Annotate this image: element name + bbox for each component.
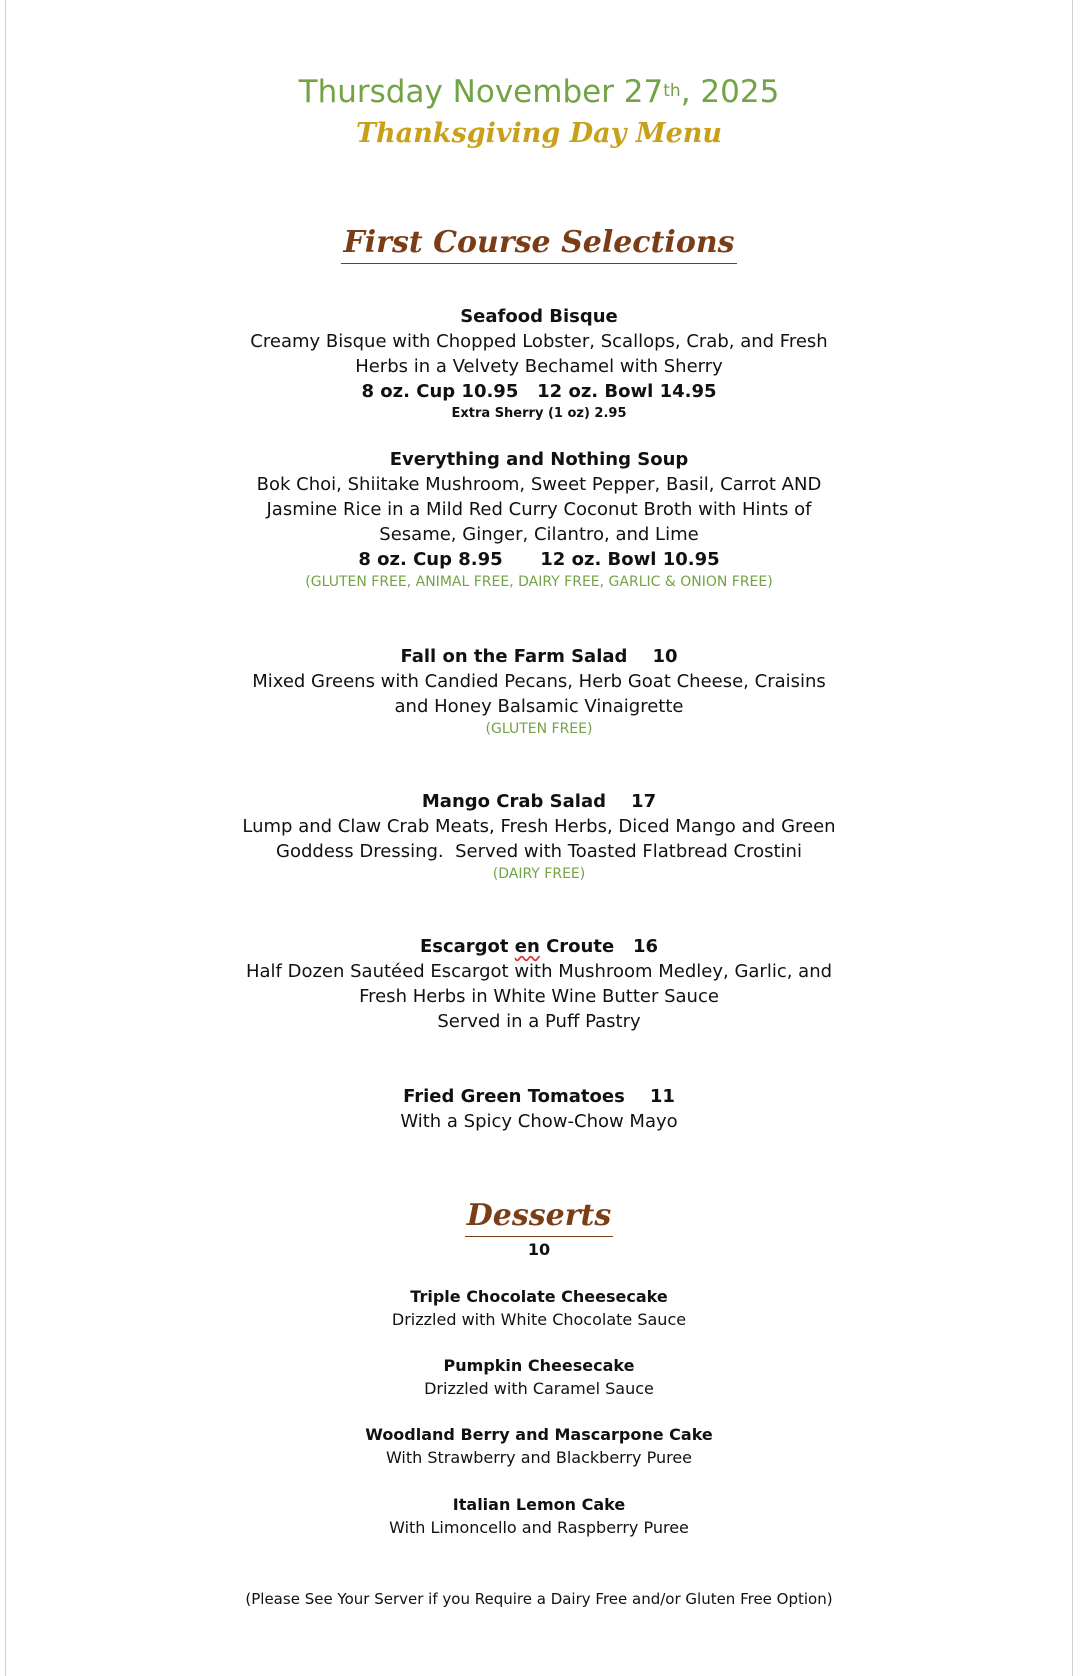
menu-item-everything-nothing-soup — [6, 447, 1072, 592]
date-year: , 2025 — [680, 74, 780, 110]
dessert-item — [6, 1354, 1072, 1400]
dietary-note: (GLUTEN FREE, ANIMAL FREE, DAIRY FREE, GARLIC & ONION FREE) — [305, 574, 773, 590]
item-description-line: Goddess Dressing. Served with Toasted Flatbread Crostini — [276, 841, 802, 862]
item-description-line: Creamy Bisque with Chopped Lobster, Scallops, Crab, and Fresh — [250, 331, 828, 352]
menu-item-fall-farm-salad — [6, 644, 1072, 739]
item-description-line: Served in a Puff Pastry — [437, 1011, 641, 1032]
dietary-note: (GLUTEN FREE) — [485, 721, 593, 737]
footer-note: (Please See Your Server if you Require a Dairy Free and/or Gluten Free Option) — [245, 1590, 833, 1608]
item-price: 8 oz. Cup 10.95 12 oz. Bowl 14.95 — [361, 381, 717, 402]
desserts-price: 10 — [527, 1240, 551, 1259]
desserts-heading: Desserts — [6, 1198, 1072, 1237]
dessert-name: Triple Chocolate Cheesecake — [410, 1287, 668, 1306]
item-description-line: Mixed Greens with Candied Pecans, Herb Goat Cheese, Craisins — [252, 671, 826, 692]
dessert-name: Pumpkin Cheesecake — [443, 1356, 635, 1375]
dessert-description: Drizzled with White Chocolate Sauce — [391, 1310, 687, 1329]
menu-item-fried-green-tomatoes — [6, 1084, 1072, 1134]
item-name: Fried Green Tomatoes 11 — [403, 1086, 675, 1107]
dessert-name: Woodland Berry and Mascarpone Cake — [365, 1425, 713, 1444]
dessert-item — [6, 1493, 1072, 1539]
dessert-description: With Strawberry and Blackberry Puree — [385, 1448, 693, 1467]
dessert-name: Italian Lemon Cake — [452, 1495, 626, 1514]
dietary-note: (DAIRY FREE) — [492, 866, 586, 882]
dessert-description: With Limoncello and Raspberry Puree — [389, 1518, 689, 1537]
item-description-line: Sesame, Ginger, Cilantro, and Lime — [379, 524, 699, 545]
item-description-line: Bok Choi, Shiitake Mushroom, Sweet Pepper, Basil, Carrot AND — [256, 474, 822, 495]
item-description-line: With a Spicy Chow-Chow Mayo — [400, 1111, 678, 1132]
dessert-description: Drizzled with Caramel Sauce — [424, 1379, 654, 1398]
date-ordinal: th — [663, 81, 681, 101]
menu-item-escargot — [6, 934, 1072, 1034]
item-description-line: Fresh Herbs in White Wine Butter Sauce — [359, 986, 719, 1007]
menu-item-mango-crab-salad — [6, 789, 1072, 884]
item-name: Fall on the Farm Salad 10 — [400, 646, 678, 667]
menu-item-seafood-bisque — [6, 304, 1072, 424]
item-name: Everything and Nothing Soup — [389, 449, 689, 470]
dessert-item — [6, 1285, 1072, 1331]
date-text: Thursday November 27 — [298, 74, 664, 110]
item-description-line: Half Dozen Sautéed Escargot with Mushroom Medley, Garlic, and — [245, 961, 833, 982]
menu-title: Thanksgiving Day Menu — [355, 118, 723, 149]
item-description-line: Herbs in a Velvety Bechamel with Sherry — [355, 356, 723, 377]
item-description-line: Jasmine Rice in a Mild Red Curry Coconut Broth with Hints of — [266, 499, 812, 520]
item-name: Mango Crab Salad 17 — [421, 791, 657, 812]
item-name: Escargot en Croute 16 — [419, 936, 659, 957]
dessert-item — [6, 1423, 1072, 1469]
item-description-line: and Honey Balsamic Vinaigrette — [394, 696, 684, 717]
menu-page — [5, 0, 1073, 1676]
item-description-line: Lump and Claw Crab Meats, Fresh Herbs, Diced Mango and Green — [242, 816, 836, 837]
item-price: 8 oz. Cup 8.95 12 oz. Bowl 10.95 — [358, 549, 720, 570]
first-course-heading: First Course Selections — [6, 225, 1072, 264]
menu-date — [6, 74, 1072, 111]
item-name: Seafood Bisque — [460, 306, 618, 327]
item-extra: Extra Sherry (1 oz) 2.95 — [451, 406, 627, 421]
